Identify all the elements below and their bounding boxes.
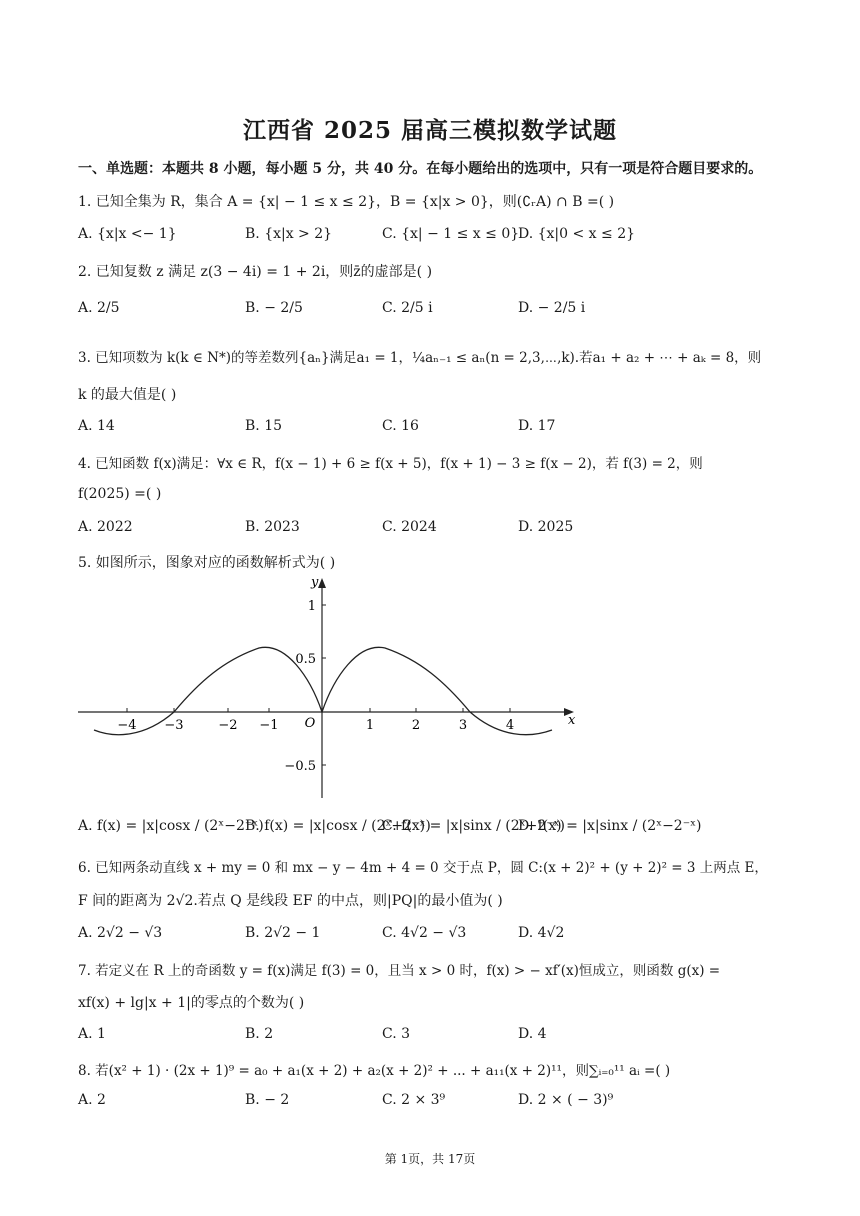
q1-stem: 1. 已知全集为 R，集合 A = {x| − 1 ≤ x ≤ 2}，B = {x|x > 0}，则(∁ᵣA) ∩ B =( ) — [78, 194, 615, 210]
q6-option-b: B. 2√2 − 1 — [245, 925, 321, 941]
q4-stem-line2: f(2025) =( ) — [78, 486, 162, 502]
x-tick-label: −1 — [259, 718, 279, 733]
q3-option-d: D. 17 — [518, 418, 556, 434]
x-tick-label: −2 — [218, 718, 238, 733]
q3-stem-line2: k 的最大值是( ) — [78, 387, 177, 403]
q3-stem-line1: 3. 已知项数为 k(k ∈ N*)的等差数列{aₙ}满足a₁ = 1，¼aₙ₋₁ ≤ aₙ(n = 2,3,⋯,k).若a₁ + a₂ + ⋯ + aₖ = 8，则 — [78, 350, 762, 366]
q5-stem: 5. 如图所示，图象对应的函数解析式为( ) — [78, 555, 336, 571]
q5-function-graph — [74, 572, 584, 804]
q6-option-a: A. 2√2 − √3 — [78, 925, 163, 941]
q8-option-a: A. 2 — [78, 1092, 106, 1108]
q4-option-c: C. 2024 — [382, 519, 437, 535]
q5-option-a: A. f(x) = |x|cosx / (2ˣ−2⁻ˣ) — [78, 818, 264, 834]
q7-option-a: A. 1 — [78, 1026, 106, 1042]
page-title: 江西省 2025 届高三模拟数学试题 — [242, 117, 618, 144]
q5-option-b: B. f(x) = |x|cosx / (2ˣ+2⁻ˣ) — [245, 818, 431, 834]
section-header: 一、单选题：本题共 8 小题，每小题 5 分，共 40 分。在每小题给出的选项中，只有一项是符合题目要求的。 — [78, 161, 763, 177]
q7-option-d: D. 4 — [518, 1026, 547, 1042]
q7-stem-line1: 7. 若定义在 R 上的奇函数 y = f(x)满足 f(3) = 0，且当 x > 0 时，f(x) > − xf′(x)恒成立，则函数 g(x) = — [78, 963, 721, 979]
x-tick-label: 2 — [411, 718, 421, 733]
q7-option-b: B. 2 — [245, 1026, 274, 1042]
y-axis-arrow — [318, 578, 326, 588]
x-tick-label: 4 — [505, 718, 515, 733]
q2-stem: 2. 已知复数 z 满足 z(3 − 4i) = 1 + 2i，则z̄的虚部是( ) — [78, 264, 433, 280]
q1-option-b: B. {x|x > 2} — [245, 226, 333, 242]
q4-stem-line1: 4. 已知函数 f(x)满足：∀x ∈ R，f(x − 1) + 6 ≥ f(x + 5)，f(x + 1) − 3 ≥ f(x − 2)，若 f(3) = 2，则 — [78, 456, 703, 472]
x-tick-label: −4 — [117, 718, 137, 733]
x-tick-label: 1 — [365, 718, 375, 733]
q8-option-c: C. 2 × 3⁹ — [382, 1092, 446, 1108]
q1-option-c: C. {x| − 1 ≤ x ≤ 0} — [382, 226, 520, 242]
q4-option-b: B. 2023 — [245, 519, 300, 535]
q6-option-d: D. 4√2 — [518, 925, 565, 941]
x-tick-label: 3 — [458, 718, 468, 733]
q3-option-c: C. 16 — [382, 418, 419, 434]
q8-option-b: B. − 2 — [245, 1092, 290, 1108]
q2-option-d: D. − 2/5 i — [518, 300, 586, 316]
x-axis-label: x — [568, 713, 576, 728]
origin-label: O — [304, 716, 316, 731]
q6-option-c: C. 4√2 − √3 — [382, 925, 467, 941]
q1-option-d: D. {x|0 < x ≤ 2} — [518, 226, 636, 242]
q5-option-c: C. f(x) = |x|sinx / (2ˣ+2⁻ˣ) — [382, 818, 565, 834]
q4-option-d: D. 2025 — [518, 519, 574, 535]
q2-option-a: A. 2/5 — [78, 300, 120, 316]
q4-option-a: A. 2022 — [78, 519, 133, 535]
page-footer: 第 1页，共 17页 — [384, 1152, 476, 1166]
q8-stem: 8. 若(x² + 1) · (2x + 1)⁹ = a₀ + a₁(x + 2) + a₂(x + 2)² + ... + a₁₁(x + 2)¹¹，则∑ᵢ₌₀¹¹ aᵢ =( ) — [78, 1063, 671, 1079]
q3-option-b: B. 15 — [245, 418, 283, 434]
y-tick-label: 1 — [307, 599, 316, 614]
y-axis-label: y — [311, 575, 319, 590]
q2-option-c: C. 2/5 i — [382, 300, 433, 316]
x-tick-label: −3 — [164, 718, 184, 733]
q8-option-d: D. 2 × ( − 3)⁹ — [518, 1092, 614, 1108]
q7-stem-line2: xf(x) + lg|x + 1|的零点的个数为( ) — [78, 995, 305, 1011]
q2-option-b: B. − 2/5 — [245, 300, 303, 316]
q6-stem-line2: F 间的距离为 2√2.若点 Q 是线段 EF 的中点，则|PQ|的最小值为( ) — [78, 893, 503, 909]
y-tick-label: −0.5 — [284, 759, 316, 774]
q5-option-d: D. f(x) = |x|sinx / (2ˣ−2⁻ˣ) — [518, 818, 702, 834]
q3-option-a: A. 14 — [78, 418, 115, 434]
q6-stem-line1: 6. 已知两条动直线 x + my = 0 和 mx − y − 4m + 4 = 0 交于点 P，圆 C:(x + 2)² + (y + 2)² = 3 上两点 E， — [78, 860, 768, 876]
y-tick-label: 0.5 — [295, 652, 316, 667]
function-curve — [94, 647, 552, 734]
q7-option-c: C. 3 — [382, 1026, 411, 1042]
q1-option-a: A. {x|x <− 1} — [78, 226, 177, 242]
